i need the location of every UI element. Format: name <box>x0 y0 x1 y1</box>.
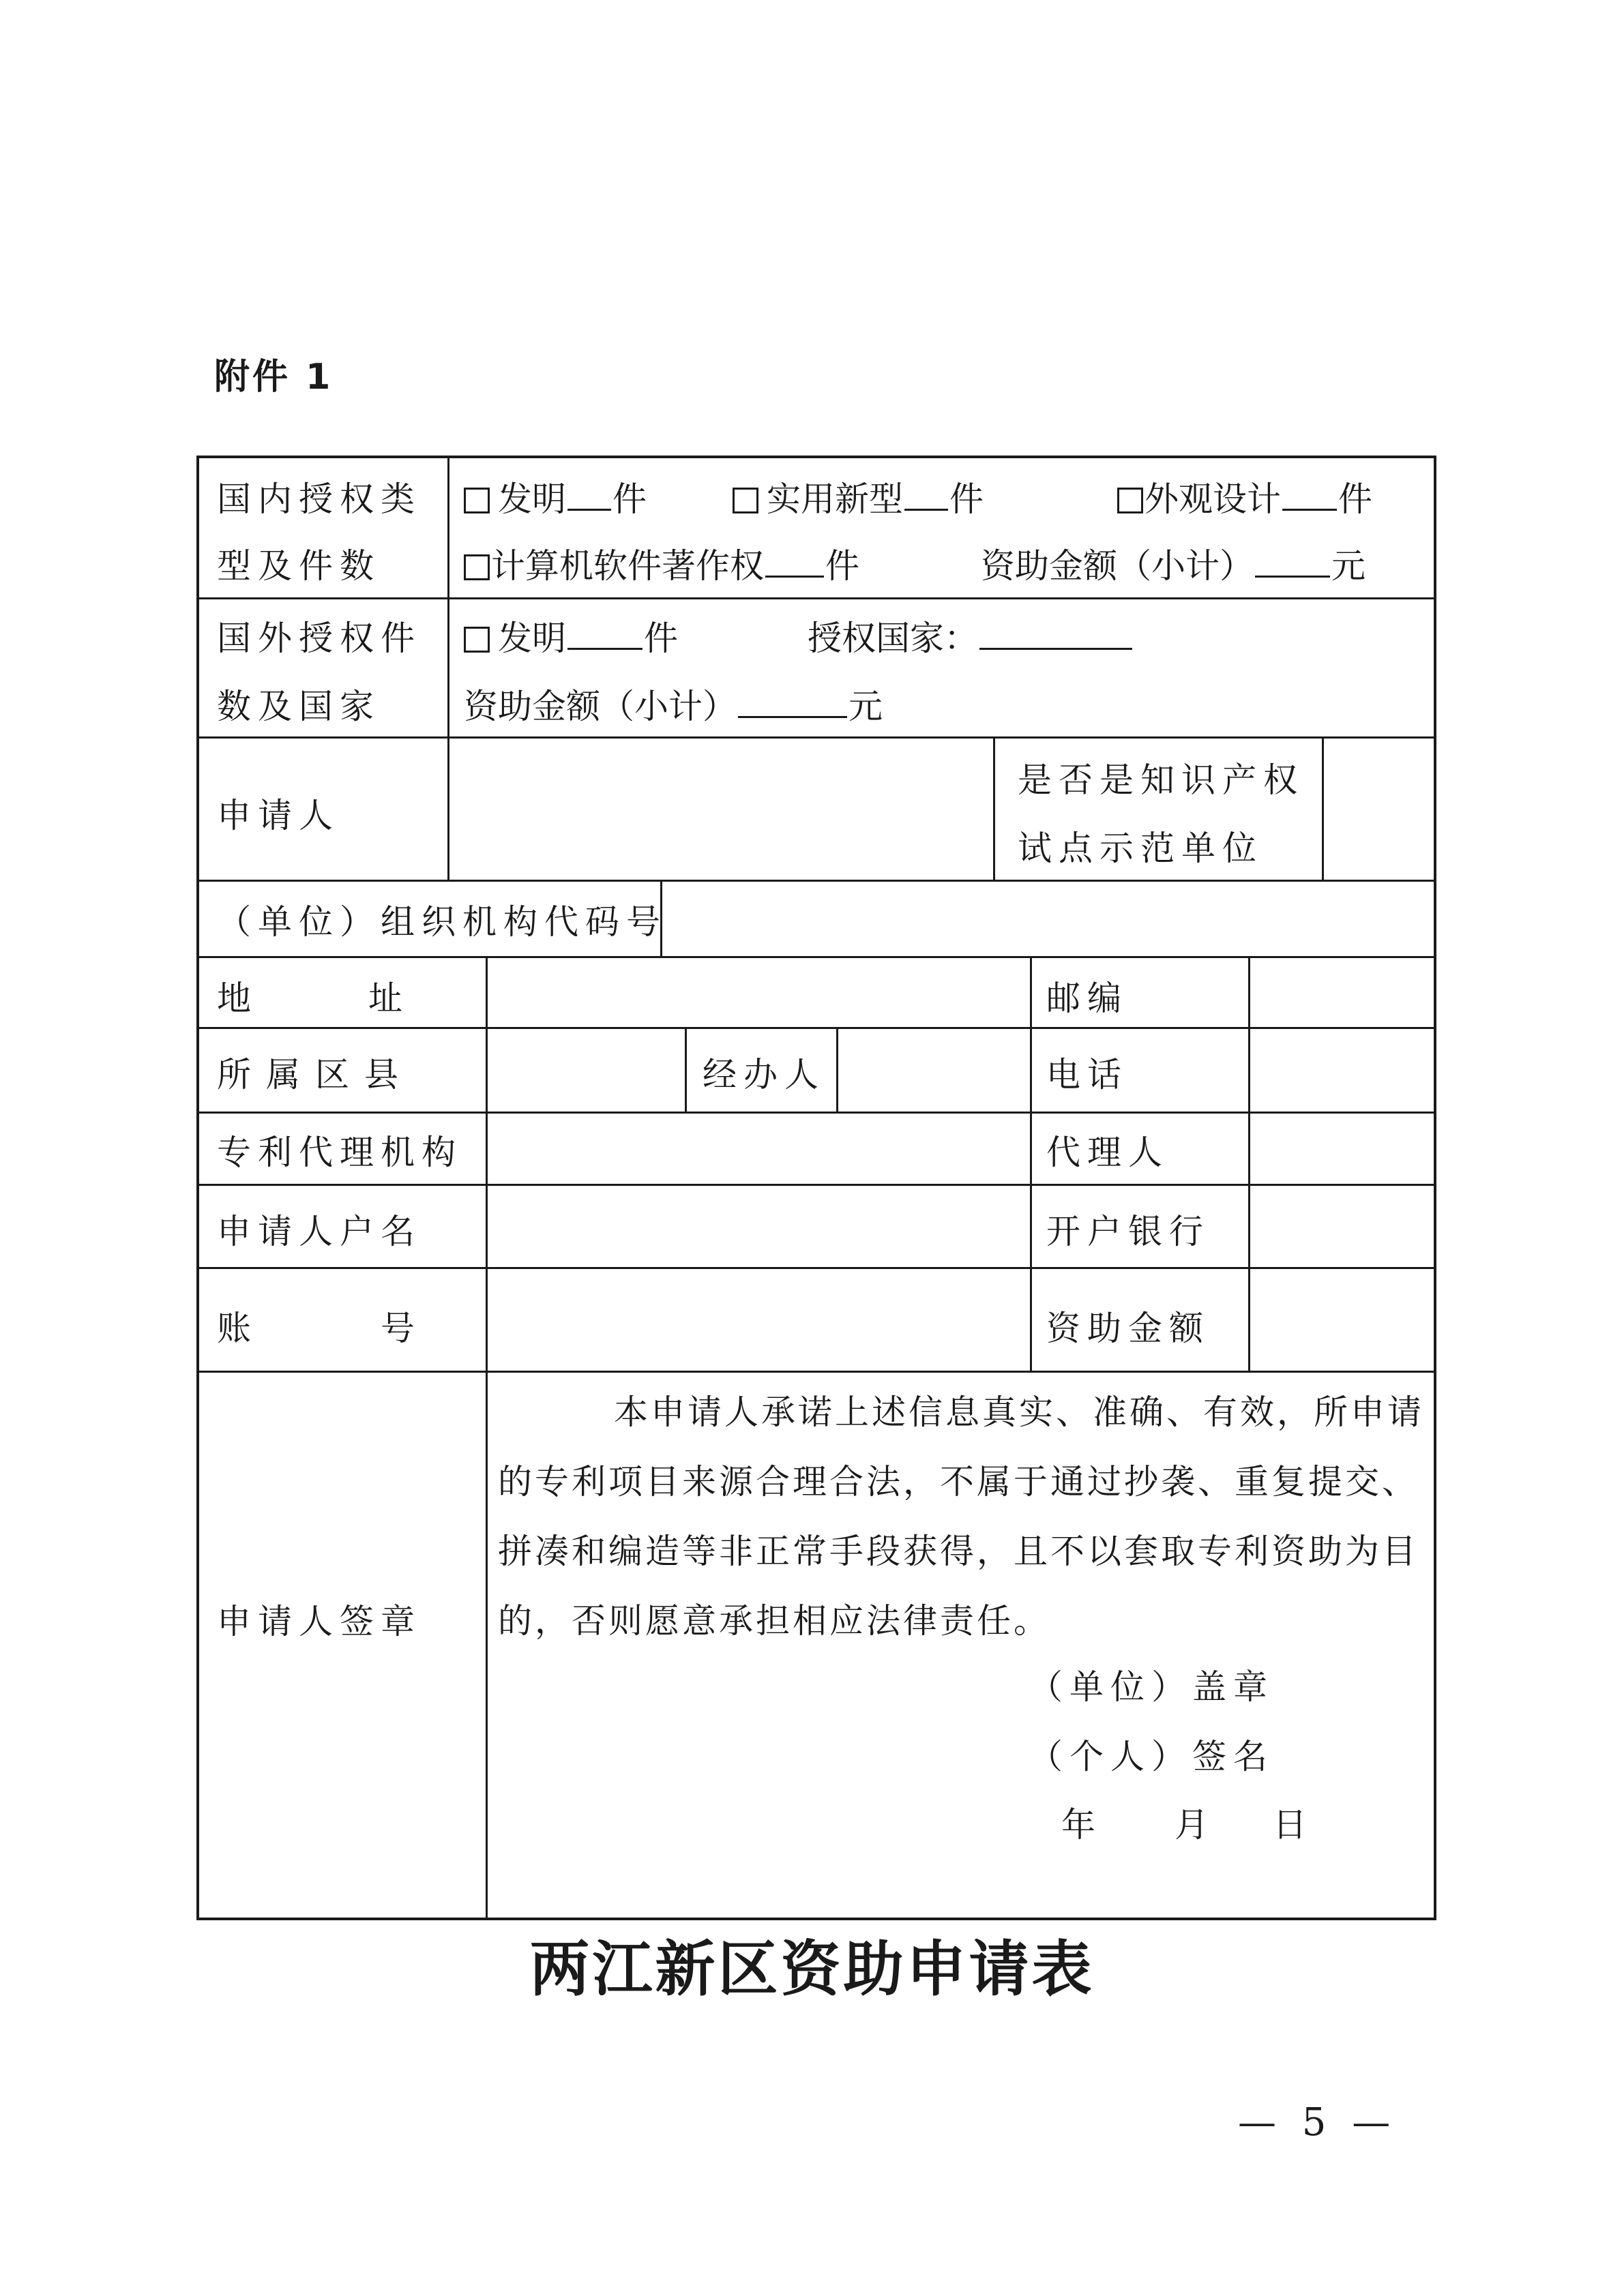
domestic-software-checkbox[interactable] <box>464 554 490 580</box>
declaration-text: 本申请人承诺上述信息真实、准确、有效，所申请的专利项目来源合理合法，不属于通过抄袭、重复提交、拼凑和编造等非正常手段获得，且不以套取专利资助为目的，否则愿意承担相应法律责任。 <box>498 1392 1424 1641</box>
district-label: 所属区县 <box>217 1055 413 1094</box>
domestic-subtotal-amount[interactable] <box>1255 546 1330 578</box>
org-code-input[interactable] <box>662 880 1432 951</box>
foreign-country-input[interactable] <box>979 618 1132 650</box>
applicant-input[interactable] <box>447 736 989 873</box>
amount-input[interactable] <box>1250 1268 1432 1368</box>
district-input[interactable] <box>487 1026 685 1107</box>
account-name-label: 申请人户名 <box>217 1212 422 1251</box>
date-year: 年 <box>1061 1805 1095 1845</box>
phone-label: 电话 <box>1046 1055 1128 1094</box>
domestic-utility-field[interactable]: 实用新型 件 <box>733 479 984 520</box>
handler-label: 经办人 <box>703 1055 825 1094</box>
domestic-subtotal-field[interactable]: 资助金额（小计） 元 <box>981 546 1365 586</box>
signature-area[interactable] <box>941 1657 1350 1862</box>
address-input[interactable] <box>487 955 1026 1023</box>
pilot-label-line2: 试点示范单位 <box>1018 829 1263 868</box>
foreign-invention-count[interactable] <box>567 618 643 650</box>
seal-label: （单位）盖章 <box>1029 1667 1274 1707</box>
phone-input[interactable] <box>1250 1026 1432 1107</box>
domestic-invention-count[interactable] <box>567 479 611 511</box>
domestic-invention-field[interactable]: 发明 件 <box>464 479 647 520</box>
domestic-utility-checkbox[interactable] <box>733 488 758 513</box>
applicant-label: 申请人 <box>217 796 340 835</box>
handler-input[interactable] <box>836 1026 1026 1107</box>
row-divider <box>199 597 1436 599</box>
foreign-label-line1: 国外授权件 <box>217 618 422 658</box>
form-title: 两江新区资助申请表 <box>529 1933 1095 2004</box>
domestic-design-count[interactable] <box>1282 479 1337 511</box>
domestic-label-line2: 型及件数 <box>217 546 381 586</box>
sign-label: （个人）签名 <box>1029 1737 1274 1776</box>
domestic-design-checkbox[interactable] <box>1117 488 1143 513</box>
foreign-subtotal-amount[interactable] <box>738 686 847 718</box>
foreign-label-line2: 数及国家 <box>217 687 381 726</box>
foreign-invention-field[interactable]: 发明 件 <box>464 618 678 659</box>
date-month: 月 <box>1175 1805 1209 1845</box>
domestic-invention-checkbox[interactable] <box>464 488 490 513</box>
col-divider <box>685 1027 687 1112</box>
org-code-label: （单位）组织机构代码号 <box>217 902 667 942</box>
foreign-country-field[interactable]: 授权国家： <box>808 618 1134 659</box>
account-number-input[interactable] <box>487 1268 1026 1368</box>
date-day: 日 <box>1273 1805 1307 1845</box>
pilot-label-line1: 是否是知识产权 <box>1018 760 1304 800</box>
domestic-label-line1: 国内授权类 <box>217 479 422 519</box>
agent-input[interactable] <box>1250 1112 1432 1180</box>
address-label: 地 址 <box>217 979 419 1018</box>
agent-label: 代理人 <box>1046 1133 1169 1172</box>
account-number-label: 账 号 <box>217 1309 435 1348</box>
pilot-input[interactable] <box>1323 736 1432 873</box>
postcode-label: 邮编 <box>1046 979 1128 1018</box>
agency-input[interactable] <box>487 1112 1026 1180</box>
account-name-input[interactable] <box>487 1184 1026 1264</box>
foreign-invention-checkbox[interactable] <box>464 627 490 653</box>
col-divider <box>1030 956 1032 1371</box>
bank-input[interactable] <box>1250 1184 1432 1264</box>
domestic-design-field[interactable]: 外观设计 件 <box>1117 479 1372 520</box>
foreign-subtotal-field[interactable]: 资助金额（小计） 元 <box>464 687 883 726</box>
domestic-software-count[interactable] <box>765 546 824 578</box>
row-divider <box>199 1371 1436 1373</box>
agency-label: 专利代理机构 <box>217 1133 462 1172</box>
bank-label: 开户银行 <box>1046 1212 1210 1251</box>
domestic-software-field[interactable]: 计算机软件著作权 件 <box>464 546 859 586</box>
domestic-utility-count[interactable] <box>904 479 948 511</box>
attachment-label: 附件 1 <box>214 357 334 398</box>
page-number: — 5 — <box>1238 2100 1398 2145</box>
signature-label: 申请人签章 <box>217 1602 422 1641</box>
postcode-input[interactable] <box>1250 955 1432 1023</box>
col-divider <box>993 736 995 880</box>
amount-label: 资助金额 <box>1046 1309 1210 1348</box>
